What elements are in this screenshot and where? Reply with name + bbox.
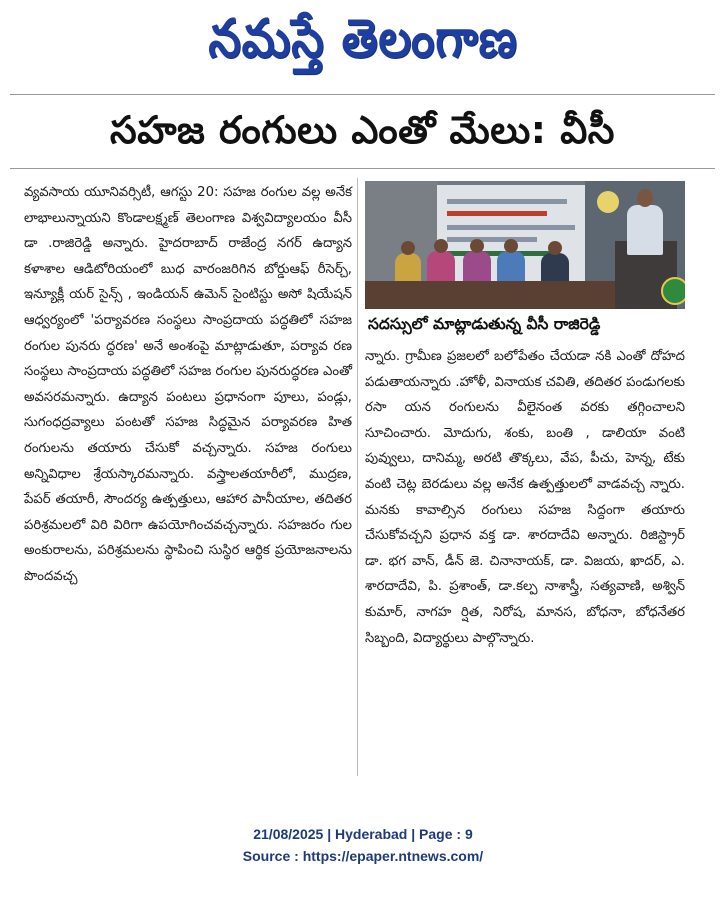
article-paragraph: న్నారు. గ్రామీణ ప్రజలలో బలోపేతం చేయడా నకి ఎంతో దోహద పడుతాయన్నారు .హోళీ, వినాయక చవితి, తదితర పండుగలకు రసా యన రంగులను వీలైనంత వరకు తగ్గించాలని సూచించారు. మోదుగు, శంకు, బంతి , డాలియా వంటి పువ్వులు, దానిమ్మ, అరటి తొక్కలు, వేప, పీచు, హెన్న, టేకు వంటి చెట్ల బెరడులు వల్ల అనేక ఉత్పత్తులలో వాడవచ్చ న్నారు. మనకు కావాల్సిన రంగులు సహజ సిద్దంగా తయారు చేసుకోవచ్చని ప్రధాన వక్త డా. శారదాదేవి అన్నారు. రిజిస్ట్రార్ డా. భగ వాన్, డీన్ జె. చినానాయక్, డా. విజయ, ఖాదర్, ఎ. శారదాదేవి, పి. ప్రశాంత్, డా.కల్ప నాశాస్త్రీ, సత్యవాణి, అశ్విన్ కుమార్, నాగహ ర్షిత, నిరోష, మానస, బోధనా, బోధనేతర సిబ్బంది, విద్యార్థులు పాల్గొన్నారు.	[365, 349, 685, 646]
article-photo	[365, 181, 685, 309]
article-right-column	[365, 344, 685, 651]
column-divider	[357, 178, 358, 776]
university-emblem-icon	[661, 277, 685, 305]
photo-caption: సదస్సులో మాట్లాడుతున్న వీసీ రాజిరెడ్డి	[368, 315, 601, 333]
headline: సహజ రంగులు ఎంతో మేలు: వీసీ	[110, 108, 615, 152]
headline-divider	[10, 168, 715, 169]
footer-date-line: 21/08/2025 | Hyderabad | Page : 9	[253, 826, 473, 842]
article-left-column	[24, 180, 352, 590]
footer-source-line: Source : https://epaper.ntnews.com/	[242, 848, 484, 864]
article-paragraph: వ్యవసాయ యూనివర్సిటీ, ఆగస్టు 20: సహజ రంగుల వల్ల అనేక లాభాలున్నాయని కొండాలక్ష్మణ్ తెలంగాణ విశ్వవిద్యాలయం వీసీ డా .రాజిరెడ్డి అన్నారు. హైదరాబాద్ రాజేంద్ర నగర్ ఉద్యాన కళాశాల ఆడిటోరియంలో బుధ వారంజరిగిన బోర్డుఆఫ్ రీసెర్చ్, ఇన్యూక్లీ యర్ సైన్స్ , ఇండియన్ ఉమెన్ సైంటిస్టు అసో షియేషన్ ఆధ్వర్యంలో 'పర్యావరణ సంస్థలు సాంప్రదాయ పద్ధతిలో సహజ రంగుల పునరు ద్ధరణ' అనే అంశంపై మాట్లాడుతూ, పర్యావ రణ సంస్థలు సాంప్రదాయ పద్ధతిలో సహజ రంగుల పునరుద్ధరణ ఎంతో అవసరమన్నారు. ఉద్యాన పంటలు ప్రధానంగా పూలు, పండ్లు, సుగంధద్రవ్యాలు పంటతో సహజ సిద్ధమైన పర్యావరణ హిత రంగులను తయారు చేసుకో వచ్చన్నారు. సహజ రంగులు అన్నివిధాల శ్రేయస్కారమన్నారు. వస్త్రాలతయారీలో, ముద్రణ, పేపర్ తయారీ, సౌందర్య ఉత్పత్తులు, ఆహార పానీయాల, తదితర పరిశ్రమలలో విరి విరిగా ఉపయోగించవచ్చన్నారు. సహజరం గుల అంకురాలను, పరిశ్రమలను స్థాపించి సుస్థిర ఆర్థిక ప్రయోజనాలను పొందవచ్చ	[24, 185, 352, 584]
masthead-divider	[10, 94, 715, 95]
masthead-title: నమస్తే తెలంగాణ	[208, 7, 518, 70]
masthead	[0, 4, 726, 82]
